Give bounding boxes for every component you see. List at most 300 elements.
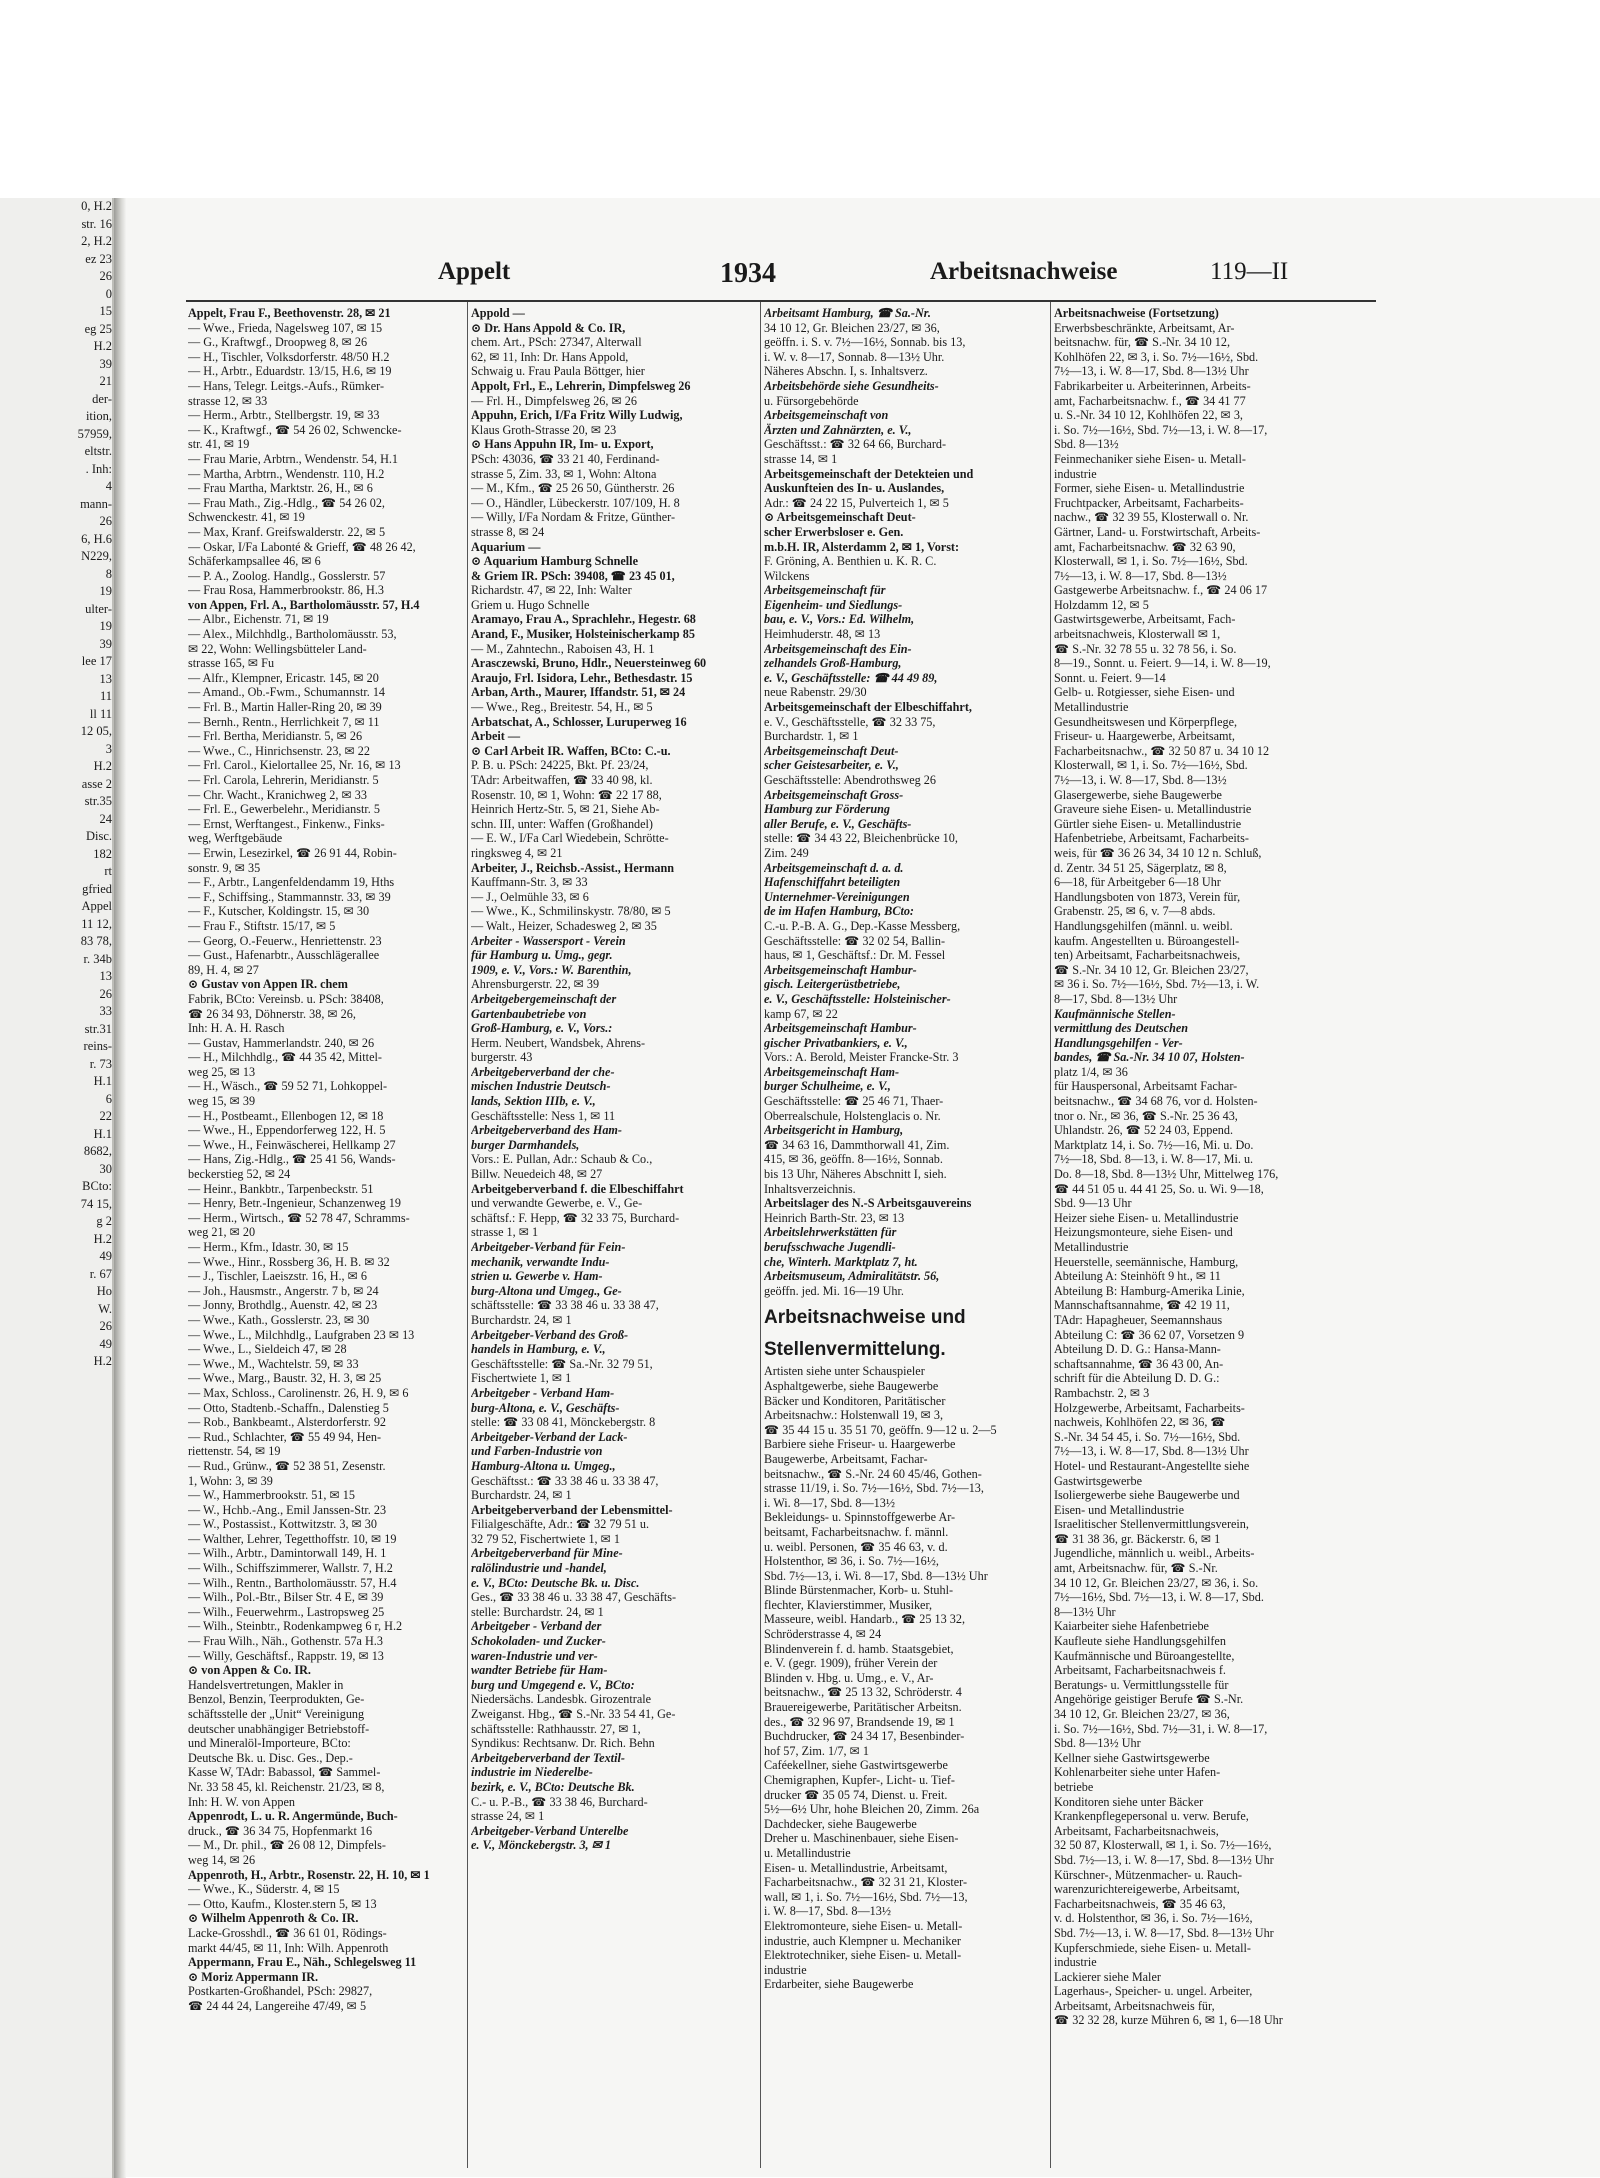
neighbor-fragment-line: 26: [99, 514, 112, 528]
directory-entry-line: — Wwe., Kath., Gosslerstr. 23, ✉ 30: [188, 1312, 370, 1327]
directory-entry-line: Schäferkampsallee 46, ✉ 6: [188, 554, 321, 569]
directory-entry-line: Arbeitsgemeinschaft d. a. d.: [764, 860, 904, 875]
neighbor-fragment-line: rt: [104, 864, 112, 878]
directory-entry-line: Sbd. 7½—13, i. W. 8—17, Sbd. 8—13½ Uhr: [1054, 1925, 1274, 1940]
directory-entry-line: Dachdecker, siehe Baugewerbe: [764, 1816, 917, 1831]
neighbor-fragment-line: W.: [98, 1301, 112, 1316]
directory-entry-line: 89, H. 4, ✉ 27: [188, 962, 259, 977]
directory-entry-line: — Albr., Eichenstr. 71, ✉ 19: [188, 612, 329, 627]
directory-entry-line: schäftsstelle der „Unit“ Vereinigung: [188, 1707, 365, 1721]
directory-entry-line: Arbeitgeberverband der che-: [471, 1064, 615, 1079]
directory-entry-line: Araujo, Frl. Isidora, Lehr., Bethesdastr. 15: [471, 670, 693, 685]
directory-entry-line: Klosterwall, ✉ 1, i. So. 7½—16½, Sbd.: [1054, 758, 1248, 773]
directory-entry-line: beitsnachw., ☎ S.-Nr. 24 60 45/46, Gothen-: [764, 1466, 982, 1481]
directory-entry-line: Gastwirtsgewerbe, Arbeitsamt, Fach-: [1054, 612, 1236, 627]
directory-entry-line: de im Hafen Hamburg, BCto:: [764, 904, 914, 919]
neighbor-fragment-line: ulter-: [85, 601, 112, 616]
directory-entry-line: Ges., ☎ 33 38 46 u. 33 38 47, Geschäfts-: [471, 1590, 677, 1605]
directory-entry-line: Schröderstrasse 4, ✉ 24: [764, 1627, 882, 1642]
directory-entry-line: e. V., Geschäftsstelle: ☎ 44 49 89,: [764, 670, 938, 685]
directory-entry-line: Sbd. 8—13½ Uhr: [1054, 1736, 1141, 1751]
directory-entry-line: des., ☎ 32 96 97, Brandsende 19, ✉ 1: [764, 1714, 955, 1729]
directory-entry-line: Erdarbeiter, siehe Baugewerbe: [764, 1977, 914, 1992]
directory-entry-line: schäftsstelle: ☎ 33 38 46 u. 33 38 47,: [471, 1298, 659, 1313]
directory-entry-line: ⊙ Arbeitsgemeinschaft Deut-: [764, 510, 916, 525]
directory-entry-line: Geschäftsstelle: Ness 1, ✉ 11: [471, 1108, 616, 1123]
directory-entry-line: — Wwe., Frieda, Nagelsweg 107, ✉ 15: [188, 320, 383, 335]
directory-entry-line: Kohlhöfen 22, ✉ 3, i. So. 7½—16½, Sbd.: [1054, 349, 1259, 364]
directory-entry-line: industrie: [1054, 466, 1097, 481]
column-3: [764, 306, 1049, 2166]
directory-entry-line: Arbeitgeber-Verband Unterelbe: [471, 1823, 629, 1838]
directory-entry-line: Arbeitgeberverband für Mine-: [471, 1546, 623, 1561]
neighbor-fragment-line: 26: [99, 1319, 112, 1333]
directory-entry-line: Holstenthor, ✉ 36, i. So. 7½—16½,: [764, 1554, 939, 1569]
directory-entry-line: für Hamburg u. Umg., gegr.: [471, 948, 613, 963]
directory-entry-line: Abteilung D. D. G.: Hansa-Mann-: [1054, 1342, 1221, 1357]
directory-entry-line: — W., Hammerbrookstr. 51, ✉ 15: [188, 1488, 355, 1503]
directory-entry-line: e. V., Geschäftsstelle: Holsteinischer-: [764, 991, 951, 1006]
neighbor-fragment-line: 0, H.2: [81, 199, 112, 213]
directory-entry-line: 415, ✉ 36, geöffn. 8—16½, Sonnab.: [764, 1152, 943, 1167]
directory-entry-line: Geschäftsstelle: ☎ 32 02 54, Ballin-: [764, 933, 946, 948]
neighbor-fragment-line: 15: [99, 304, 112, 318]
directory-entry-line: Lagerhaus-, Speicher- u. ungel. Arbeiter,: [1054, 1984, 1253, 1999]
directory-entry-line: Arbeitsgemeinschaft des Ein-: [764, 641, 912, 656]
directory-entry-line: bezirk, e. V., BCto: Deutsche Bk.: [471, 1779, 635, 1794]
directory-entry-line: — Wilh., Schiffszimmerer, Wallstr. 7, H.2: [188, 1561, 393, 1576]
directory-entry-line: Kauffmann-Str. 3, ✉ 33: [471, 875, 588, 890]
directory-entry-line: Feinmechaniker siehe Eisen- u. Metall-: [1054, 451, 1246, 466]
directory-entry-line: Arbeitsgericht in Hamburg,: [764, 1123, 904, 1138]
directory-entry-line: — H., Wäsch., ☎ 59 52 71, Lohkoppel-: [188, 1079, 388, 1094]
directory-entry-line: Unternehmer-Vereinigungen: [764, 889, 910, 904]
directory-entry-line: lands, Sektion IIIb, e. V.,: [471, 1094, 596, 1109]
neighbor-fragment-line: 39: [99, 356, 112, 371]
directory-entry-line: arbeitsnachweis, Klosterwall ✉ 1,: [1054, 627, 1221, 642]
directory-entry-line: Geschäftsstelle: ☎ Sa.-Nr. 32 79 51,: [471, 1356, 653, 1371]
directory-entry-line: Appenrodt, L. u. R. Angermünde, Buch-: [188, 1809, 398, 1824]
directory-entry-line: 34 10 12, Gr. Bleichen 23/27, ✉ 36,: [764, 320, 940, 335]
directory-entry-line: geöffn. jed. Mi. 16—19 Uhr.: [764, 1283, 904, 1298]
directory-entry-line: strasse 11/19, i. So. 7½—16½, Sbd. 7½—13,: [764, 1481, 984, 1496]
directory-entry-line: strasse 12, ✉ 33: [188, 393, 268, 408]
directory-entry-line: strasse 1, ✉ 1: [471, 1225, 539, 1240]
directory-entry-line: — Wilh., Rentn., Bartholomäusstr. 57, H.4: [188, 1575, 397, 1590]
directory-entry-line: Eigenheim- und Siedlungs-: [764, 597, 903, 612]
directory-entry-line: Facharbeitsnachw., ☎ 32 31 21, Kloster-: [764, 1875, 968, 1890]
directory-entry-line: i. So. 7½—16½, Sbd. 7½—31, i. W. 8—17,: [1054, 1721, 1268, 1736]
neighbor-fragment-line: 19: [99, 584, 112, 598]
directory-entry-line: — Jonny, Brothdlg., Auenstr. 42, ✉ 23: [188, 1298, 378, 1313]
directory-entry-line: Buchdrucker, ☎ 24 34 17, Besenbinder-: [764, 1729, 965, 1744]
directory-entry-line: mechanik, verwandte Indu-: [471, 1254, 610, 1269]
directory-entry-line: ⊙ Hans Appuhn IR, Im- u. Export,: [471, 437, 654, 452]
directory-entry-line: Caféekellner, siehe Gastwirtsgewerbe: [764, 1758, 948, 1773]
directory-entry-line: — Willy, Geschäftsf., Rappstr. 19, ✉ 13: [188, 1648, 384, 1663]
directory-entry-line: sonstr. 9, ✉ 35: [188, 860, 261, 875]
neighbor-fragment-line: str.35: [84, 794, 112, 808]
neighbor-fragment-line: 26: [99, 986, 112, 1001]
directory-entry-line: TAdr: Hapagheuer, Seemannshaus: [1054, 1312, 1223, 1327]
neighbor-fragment-line: 49: [99, 1249, 112, 1263]
directory-entry-line: zelhandels Groß-Hamburg,: [764, 656, 902, 671]
directory-entry-line: strasse 8, ✉ 24: [471, 524, 545, 539]
directory-entry-line: — Martha, Arbtrn., Wendenstr. 110, H.2: [188, 466, 385, 481]
directory-entry-line: Dreher u. Maschinenbauer, siehe Eisen-: [764, 1831, 959, 1846]
directory-entry-line: Gärtner, Land- u. Forstwirtschaft, Arbeits-: [1054, 524, 1261, 539]
directory-entry-line: 34 10 12, Gr. Bleichen 23/27, ✉ 36, i. So.: [1054, 1575, 1259, 1590]
directory-entry-line: — Amand., Ob.-Fwm., Schumannstr. 14: [188, 685, 386, 700]
header-year: 1934: [720, 258, 776, 289]
directory-entry-line: Graveure siehe Eisen- u. Metallindustrie: [1054, 802, 1252, 817]
page-header: [310, 258, 1375, 298]
neighbor-fragment-line: 57959,: [77, 426, 112, 441]
directory-entry-line: m.b.H. IR, Alsterdamm 2, ✉ 1, Vorst:: [764, 539, 960, 554]
directory-entry-line: — Herm., Wirtsch., ☎ 52 78 47, Schramms-: [188, 1210, 410, 1225]
directory-entry-line: C.-u. P.-B. A. G., Dep.-Kasse Messberg,: [764, 918, 961, 933]
directory-entry-line: Herm. Neubert, Wandsbek, Ahrens-: [471, 1035, 646, 1050]
directory-entry-line: Heimhuderstr. 48, ✉ 13: [764, 627, 881, 642]
directory-entry-line: weis, für ☎ 36 26 34, 34 10 12 n. Schluß,: [1054, 845, 1262, 860]
directory-entry-line: 32 79 52, Fischertwiete 1, ✉ 1: [471, 1531, 620, 1546]
column-divider: [467, 302, 468, 2168]
directory-entry-line: — F., Schiffsing., Stammannstr. 33, ✉ 39: [188, 889, 391, 904]
directory-entry-line: Arbeitgeberverband der Lebensmittel-: [471, 1502, 673, 1517]
directory-entry-line: Eisen- und Metallindustrie: [1054, 1502, 1184, 1517]
neighbor-fragment-line: 3: [105, 741, 112, 756]
directory-entry-line: e. V., Geschäftsstelle, ☎ 32 33 75,: [764, 714, 936, 729]
directory-entry-line: druck., ☎ 36 34 75, Hopfenmarkt 16: [188, 1823, 373, 1838]
directory-entry-line: ☎ 31 38 36, gr. Bäckerstr. 6, ✉ 1: [1054, 1531, 1221, 1546]
directory-entry-line: Benzol, Benzin, Teerprodukten, Ge-: [188, 1692, 365, 1707]
neighbor-fragment-line: 30: [99, 1161, 112, 1176]
neighbor-fragment-line: 13: [99, 671, 112, 686]
directory-entry-line: Handlungsboten von 1873, Verein für,: [1054, 889, 1241, 904]
directory-entry-line: weg 14, ✉ 26: [188, 1852, 256, 1867]
directory-entry-line: — Wilh., Steinbtr., Rodenkampweg 6 r, H.2: [188, 1619, 403, 1634]
directory-entry-line: Arbeitsgemeinschaft Gross-: [764, 787, 904, 802]
directory-entry-line: Elektrotechniker, siehe Eisen- u. Metall-: [764, 1948, 962, 1963]
directory-entry-line: kamp 67, ✉ 22: [764, 1006, 838, 1021]
directory-entry-line: Arbeitslager des N.-S Arbeitsgauvereins: [764, 1196, 972, 1211]
directory-entry-line: — Frau Math., Zig.-Hdlg., ☎ 54 26 02,: [188, 495, 385, 510]
directory-entry-line: Vors.: A. Berold, Meister Francke-Str. 3: [764, 1050, 959, 1065]
directory-entry-line: Geschäftsst.: ☎ 32 64 66, Burchard-: [764, 437, 947, 452]
directory-entry-line: — H., Postbeamt., Ellenbogen 12, ✉ 18: [188, 1108, 384, 1123]
directory-entry-line: Schwaig u. Frau Paula Böttger, hier: [471, 364, 645, 379]
directory-entry-line: Arbeitsgemeinschaft Hambur-: [764, 962, 917, 977]
directory-entry-line: waren-Industrie und ver-: [471, 1648, 598, 1663]
column-2: [471, 306, 759, 2166]
directory-entry-line: schaftsannahme, ☎ 36 43 00, An-: [1054, 1356, 1224, 1371]
directory-entry-line: Arbeitsgemeinschaft Deut-: [764, 743, 899, 758]
directory-entry-line: Arbeitgeber-Verband der Lack-: [471, 1429, 628, 1444]
directory-entry-line: Griem u. Hugo Schnelle: [471, 597, 590, 612]
directory-entry-line: — Frau Rosa, Hammerbrookstr. 86, H.3: [188, 583, 384, 598]
directory-entry-line: Arbeitsamt Hamburg, ☎ Sa.-Nr.: [764, 306, 931, 320]
neighbor-fragment-line: gfried: [82, 881, 112, 896]
directory-entry-line: Arbeitsbehörde siehe Gesundheits-: [764, 378, 939, 393]
directory-entry-line: Billw. Neuedeich 48, ✉ 27: [471, 1167, 603, 1182]
directory-entry-line: — H., Tischler, Volksdorferstr. 48/50 H.2: [188, 349, 390, 364]
neighbor-fragment-line: 74 15,: [80, 1196, 112, 1211]
directory-entry-line: Uhlandstr. 26, ☎ 52 24 03, Eppend.: [1054, 1123, 1234, 1138]
neighbor-fragment-line: ez 23: [85, 251, 112, 266]
directory-entry-line: 8—19., Sonnt. u. Feiert. 9—14, i. W. 8—19,: [1054, 656, 1271, 671]
directory-entry-line: — E. W., I/Fa Carl Wiedebein, Schrötte-: [471, 831, 669, 846]
directory-entry-line: — W., Postassist., Kottwitzstr. 3, ✉ 30: [188, 1517, 377, 1532]
directory-entry-line: Blindenverein f. d. hamb. Staatsgebiet,: [764, 1641, 954, 1656]
directory-entry-line: ☎ 44 51 05 u. 44 41 25, So. u. Wi. 9—18,: [1054, 1181, 1264, 1196]
directory-entry-line: ✉ 22, Wohn: Wellingsbütteler Land-: [188, 641, 367, 656]
directory-entry-line: Bäcker und Konditoren, Paritätischer: [764, 1393, 946, 1408]
neighbor-fragment-line: 19: [99, 619, 112, 633]
directory-entry-line: Artisten siehe unter Schauspieler: [764, 1364, 925, 1379]
directory-entry-line: Aquarium —: [471, 539, 541, 554]
directory-entry-line: Arbeitsamt, Arbeitsnachweis für,: [1054, 1998, 1215, 2013]
directory-entry-line: Abteilung B: Hamburg-Amerika Linie,: [1054, 1283, 1245, 1298]
directory-entry-line: Eisen- u. Metallindustrie, Arbeitsamt,: [764, 1860, 948, 1875]
directory-entry-line: Kupferschmiede, siehe Eisen- u. Metall-: [1054, 1940, 1251, 1955]
directory-entry-line: u. Fürsorgebehörde: [764, 393, 859, 408]
directory-entry-line: Glasergewerbe, siehe Baugewerbe: [1054, 787, 1222, 802]
directory-entry-line: chem. Art., PSch: 27347, Alterwall: [471, 335, 642, 350]
directory-entry-line: beitsnachw. für, ☎ S.-Nr. 34 10 12,: [1054, 335, 1231, 350]
directory-entry-line: — K., Kraftwgf., ☎ 54 26 02, Schwencke-: [188, 422, 402, 437]
directory-entry-line: riettenstr. 54, ✉ 19: [188, 1444, 281, 1459]
directory-entry-line: 32 50 87, Klosterwall, ✉ 1, i. So. 7½—16½,: [1054, 1838, 1272, 1853]
directory-entry-line: 7½—18, Sbd. 8—13, i. W. 8—17, Mi. u.: [1054, 1152, 1254, 1167]
directory-entry-line: — Joh., Hausmstr., Angerstr. 7 b, ✉ 24: [188, 1283, 379, 1298]
directory-entry-line: Blinde Bürstenmacher, Korb- u. Stuhl-: [764, 1583, 954, 1598]
neighbor-fragment-line: H.2: [93, 1231, 112, 1246]
directory-entry-line: — Alex., Milchhdlg., Bartholomäusstr. 53,: [188, 627, 397, 642]
directory-entry-line: Holzdamm 12, ✉ 5: [1054, 597, 1149, 612]
directory-entry-line: Arbeitsgemeinschaft der Detekteien und: [764, 466, 974, 481]
directory-entry-line: — Henry, Betr.-Ingenieur, Schanzenweg 19: [188, 1196, 401, 1211]
directory-entry-line: Klaus Groth-Strasse 20, ✉ 23: [471, 422, 617, 437]
directory-entry-line: Vors.: E. Pullan, Adr.: Schaub & Co.,: [471, 1152, 653, 1167]
directory-entry-line: Näheres Abschn. I, s. Inhaltsverz.: [764, 364, 928, 379]
directory-entry-line: — Wilh., Arbtr., Damintorwall 149, H. 1: [188, 1546, 387, 1561]
directory-entry-line: ⊙ Gustav von Appen IR. chem: [188, 977, 348, 992]
header-rule: [186, 300, 1376, 302]
neighbor-fragment-line: 49: [99, 1336, 112, 1351]
directory-entry-line: Heizer siehe Eisen- u. Metallindustrie: [1054, 1210, 1239, 1225]
directory-entry-line: Gelb- u. Rotgiesser, siehe Eisen- und: [1054, 685, 1235, 700]
directory-entry-line: Baugewerbe, Arbeitsamt, Fachar-: [764, 1451, 928, 1466]
directory-entry-line: Kasse W, TAdr: Babassol, ☎ Sammel-: [188, 1765, 381, 1780]
directory-entry-line: 7½—13, i. W. 8—17, Sbd. 8—13½ Uhr: [1054, 364, 1249, 379]
directory-entry-line: Arbeitsgemeinschaft von: [764, 408, 889, 423]
directory-entry-line: S.-Nr. 34 54 45, i. So. 7½—16½, Sbd.: [1054, 1429, 1241, 1444]
neighbor-fragment-line: ll 11: [89, 706, 112, 721]
directory-entry-line: — Frau Martha, Marktstr. 26, H., ✉ 6: [188, 481, 373, 496]
directory-entry-line: — Otto, Kaufm., Kloster.stern 5, ✉ 13: [188, 1896, 377, 1911]
neighbor-fragment-line: 8682,: [83, 1144, 112, 1158]
neighbor-fragment-line: 8: [105, 566, 112, 581]
directory-entry-line: — F., Kutscher, Koldingstr. 15, ✉ 30: [188, 904, 370, 919]
neighbor-fragment-line: 0: [105, 286, 112, 301]
directory-entry-line: — Frau Wilh., Näh., Gothenstr. 57a H.3: [188, 1634, 383, 1649]
directory-entry-line: Konditoren siehe unter Bäcker: [1054, 1794, 1204, 1809]
directory-entry-line: Fabrikarbeiter u. Arbeiterinnen, Arbeits-: [1054, 378, 1251, 393]
directory-entry-line: 6—18, für Arbeitgeber 6—18 Uhr: [1054, 875, 1221, 890]
directory-entry-line: — Wwe., K., Süderstr. 4, ✉ 15: [188, 1882, 340, 1897]
directory-entry-line: Klosterwall, ✉ 1, i. So. 7½—16½, Sbd.: [1054, 554, 1248, 569]
directory-entry-line: ralölindustrie und -handel,: [471, 1561, 607, 1576]
directory-entry-line: — M., Zahntechn., Raboisen 43, H. 1: [471, 641, 655, 656]
directory-entry-line: — O., Händler, Lübeckerstr. 107/109, H. 8: [471, 495, 680, 510]
directory-entry-line: Syndikus: Rechtsanw. Dr. Rich. Behn: [471, 1736, 655, 1751]
directory-entry-line: industrie: [764, 1962, 807, 1977]
directory-entry-line: Inhaltsverzeichnis.: [764, 1181, 856, 1196]
directory-entry-line: wandter Betriebe für Ham-: [471, 1663, 608, 1678]
directory-entry-line: amt, Arbeitsnachw. für, ☎ S.-Nr.: [1054, 1561, 1218, 1576]
directory-entry-line: für Hauspersonal, Arbeitsamt Fachar-: [1054, 1079, 1238, 1094]
directory-entry-line: u. weibl. Personen, ☎ 35 46 63, v. d.: [764, 1539, 948, 1554]
neighbor-fragment-line: str.31: [84, 1021, 112, 1036]
neighbor-fragment-line: Disc.: [85, 829, 112, 843]
directory-entry-line: tnor o. Nr., ✉ 36, ☎ S.-Nr. 25 36 43,: [1054, 1108, 1238, 1123]
directory-entry-line: 7½—16½, Sbd. 7½—13, i. W. 8—17, Sbd.: [1054, 1590, 1264, 1605]
directory-entry-line: Arbeitgeberverband der Textil-: [471, 1750, 625, 1765]
directory-entry-line: Arbeitsgemeinschaft Hambur-: [764, 1021, 917, 1036]
directory-entry-line: handels in Hamburg, e. V.,: [471, 1342, 606, 1357]
directory-entry-line: — Otto, Stadtenb.-Schaffn., Dalenstieg 5: [188, 1400, 389, 1415]
directory-entry-line: i. So. 7½—16½, Sbd. 7½—13, i. W. 8—17,: [1054, 422, 1268, 437]
directory-entry-line: — Frl. B., Martin Haller-Ring 20, ✉ 39: [188, 700, 382, 715]
directory-entry-line: mischen Industrie Deutsch-: [471, 1079, 611, 1094]
directory-entry-line: 1, Wohn: 3, ✉ 39: [188, 1473, 273, 1488]
directory-entry-line: Geschäftsstelle: ☎ 25 46 71, Thaer-: [764, 1094, 944, 1109]
directory-entry-line: Appolt, Frl., E., Lehrerin, Dimpfelsweg 26: [471, 378, 691, 393]
directory-entry-line: warenzurichtereigewerbe, Arbeitsamt,: [1054, 1882, 1240, 1897]
directory-entry-line: ☎ S.-Nr. 34 10 12, Gr. Bleichen 23/27,: [1054, 962, 1249, 977]
directory-entry-line: Former, siehe Eisen- u. Metallindustrie: [1054, 481, 1245, 496]
directory-entry-line: gisch. Leitergerüstbetriebe,: [764, 977, 901, 992]
neighbor-page-fragment: [0, 198, 114, 2178]
directory-entry-line: — Ernst, Werftangest., Finkenw., Finks-: [188, 816, 385, 831]
directory-entry-line: Facharbeitsnachw., ☎ 32 50 87 u. 34 10 12: [1054, 743, 1270, 758]
directory-entry-line: Isoliergewerbe siehe Baugewerbe und: [1054, 1488, 1240, 1503]
directory-entry-line: Abteilung C: ☎ 36 62 07, Vorsetzen 9: [1054, 1327, 1245, 1342]
header-left: Appelt: [438, 258, 511, 285]
directory-entry-line: — Walt., Heizer, Schadesweg 2, ✉ 35: [471, 918, 657, 933]
directory-entry-line: — Georg, O.-Feuerw., Henriettenstr. 23: [188, 933, 382, 948]
directory-entry-line: — Wwe., C., Hinrichsenstr. 23, ✉ 22: [188, 743, 370, 758]
neighbor-fragment-line: Appel: [81, 899, 112, 913]
directory-entry-line: 1909, e. V., Vors.: W. Barenthin,: [471, 962, 632, 977]
directory-entry-line: Arbeitsgemeinschaft der Elbeschiffahrt,: [764, 700, 972, 715]
directory-entry-line: strasse 24, ✉ 1: [471, 1809, 545, 1824]
directory-entry-line: — Hans, Telegr. Leitgs.-Aufs., Rümker-: [188, 378, 385, 393]
header-middle: Arbeitsnachweise: [930, 258, 1118, 285]
directory-entry-line: weg 15, ✉ 39: [188, 1094, 256, 1109]
directory-entry-line: Inh: H. A. H. Rasch: [188, 1021, 285, 1036]
directory-entry-line: beitsnachw., ☎ 34 68 76, vor d. Holsten-: [1054, 1094, 1258, 1109]
neighbor-fragment-line: eltstr.: [84, 444, 112, 458]
directory-entry-line: — H., Milchhdlg., ☎ 44 35 42, Mittel-: [188, 1050, 382, 1065]
directory-entry-line: — H., Arbtr., Eduardstr. 13/15, H.6, ✉ 19: [188, 364, 392, 379]
directory-entry-line: — Heinr., Bankbtr., Tarpenbeckstr. 51: [188, 1181, 374, 1196]
directory-entry-line: stelle: ☎ 33 08 41, Mönckebergstr. 8: [471, 1415, 656, 1430]
directory-entry-line: Beratungs- u. Vermittlungsstelle für: [1054, 1677, 1229, 1692]
directory-entry-line: Postkarten-Großhandel, PSch: 29827,: [188, 1984, 373, 1999]
directory-entry-line: F. Gröning, A. Benthien u. K. R. C.: [764, 554, 937, 569]
directory-entry-line: Appold —: [471, 306, 525, 320]
directory-entry-line: Appelt, Frau F., Beethovenstr. 28, ✉ 21: [188, 306, 391, 320]
directory-entry-line: Filialgeschäfte, Adr.: ☎ 32 79 51 u.: [471, 1517, 649, 1532]
directory-entry-line: — Wwe., K., Schmilinskystr. 78/80, ✉ 5: [471, 904, 671, 919]
directory-entry-line: Oberrealschule, Holstenglacis o. Nr.: [764, 1108, 941, 1123]
directory-entry-line: Kaufmännische Stellen-: [1054, 1006, 1176, 1021]
neighbor-fragment-line: N229,: [81, 549, 112, 563]
directory-entry-line: amt, Facharbeitsnachw. ☎ 32 63 90,: [1054, 539, 1236, 554]
neighbor-fragment-line: 6, H.6: [81, 531, 112, 546]
directory-entry-line: Asphaltgewerbe, siehe Baugewerbe: [764, 1378, 939, 1393]
directory-entry-line: Arbeitgebergemeinschaft der: [471, 991, 617, 1006]
directory-entry-line: deutscher unabhängiger Betriebstoff-: [188, 1721, 370, 1736]
directory-entry-line: Arbeitgeberverband des Ham-: [471, 1123, 622, 1138]
directory-entry-line: — J., Oelmühle 33, ✉ 6: [471, 889, 589, 904]
directory-entry-line: Kaiarbeiter siehe Hafenbetriebe: [1054, 1619, 1209, 1634]
directory-entry-line: — Frl. Carola, Lehrerin, Meridianstr. 5: [188, 773, 379, 787]
directory-entry-line: ⊙ Moriz Appermann IR.: [188, 1969, 319, 1984]
directory-entry-line: Heizungsmonteure, siehe Eisen- und: [1054, 1225, 1233, 1240]
directory-entry-line: Deutsche Bk. u. Disc. Ges., Dep.-: [188, 1750, 353, 1765]
directory-entry-line: — Herm., Arbtr., Stellbergstr. 19, ✉ 33: [188, 408, 380, 423]
directory-entry-line: Facharbeitsnachweis, ☎ 35 46 63,: [1054, 1896, 1226, 1911]
directory-entry-line: Auskunfteien des In- u. Auslandes,: [764, 481, 945, 496]
directory-entry-line: weg 25, ✉ 13: [188, 1064, 256, 1079]
directory-entry-line: aller Berufe, e. V., Geschäfts-: [764, 816, 912, 831]
column-divider: [1050, 302, 1051, 2168]
directory-entry-line: Appenroth, H., Arbtr., Rosenstr. 22, H. 10, ✉ 1: [188, 1867, 430, 1882]
neighbor-fragment-line: H.2: [93, 1354, 112, 1368]
directory-entry-line: Chemigraphen, Kupfer-, Licht- u. Tief-: [764, 1773, 955, 1787]
directory-entry-line: 7½—13, i. W. 8—17, Sbd. 8—13½: [1054, 568, 1227, 583]
directory-entry-line: i. W. 8—17, Sbd. 8—13½: [764, 1904, 891, 1919]
directory-entry-line: d. Zentr. 34 51 25, Sägerplatz, ✉ 8,: [1054, 860, 1227, 875]
directory-entry-line: Schokoladen- und Zucker-: [471, 1634, 606, 1649]
directory-entry-line: — Max, Schloss., Carolinenstr. 26, H. 9, ✉ 6: [188, 1385, 409, 1400]
neighbor-fragment-line: eg 25: [84, 321, 112, 336]
directory-entry-line: ringksweg 4, ✉ 21: [471, 845, 563, 860]
directory-entry-line: Arbeitsamt, Facharbeitsnachweis,: [1054, 1823, 1219, 1838]
directory-entry-line: Arbeitgeber-Verband des Groß-: [471, 1327, 629, 1342]
directory-entry-line: — Gustav, Hammerlandstr. 240, ✉ 26: [188, 1035, 375, 1050]
header-page-number: 119—II: [1210, 258, 1289, 285]
directory-entry-line: Brauereigewerbe, Paritätischer Arbeitsn.: [764, 1700, 962, 1715]
directory-entry-line: — Rud., Schlachter, ☎ 55 49 94, Hen-: [188, 1429, 382, 1444]
neighbor-fragment-line: 24: [99, 811, 112, 826]
directory-entry-line: Grabenstr. 25, ✉ 6, v. 7—8 abds.: [1054, 904, 1216, 919]
directory-entry-line: Bekleidungs- u. Spinnstoffgewerbe Ar-: [764, 1510, 956, 1525]
directory-entry-line: nachw., ☎ 32 39 55, Klosterwall o. Nr.: [1054, 510, 1249, 525]
directory-entry-line: che, Winterh. Marktplatz 7, ht.: [764, 1254, 918, 1269]
directory-entry-line: ☎ S.-Nr. 32 78 55 u. 32 78 56, i. So.: [1054, 641, 1237, 656]
directory-entry-line: e. V., BCto: Deutsche Bk. u. Disc.: [471, 1575, 640, 1590]
directory-entry-line: Arbeit —: [471, 729, 521, 744]
directory-entry-line: — J., Tischler, Laeiszstr. 16, H., ✉ 6: [188, 1269, 367, 1284]
directory-entry-line: 7½—13, i. W. 8—17, Sbd. 8—13½ Uhr: [1054, 1444, 1249, 1459]
directory-entry-line: Schwenckestr. 41, ✉ 19: [188, 510, 305, 525]
directory-entry-line: Kürschner-, Mützenmacher- u. Rauch-: [1054, 1867, 1243, 1882]
directory-entry-line: Fischertwiete 1, ✉ 1: [471, 1371, 572, 1386]
neighbor-fragment-line: reins-: [83, 1039, 112, 1053]
